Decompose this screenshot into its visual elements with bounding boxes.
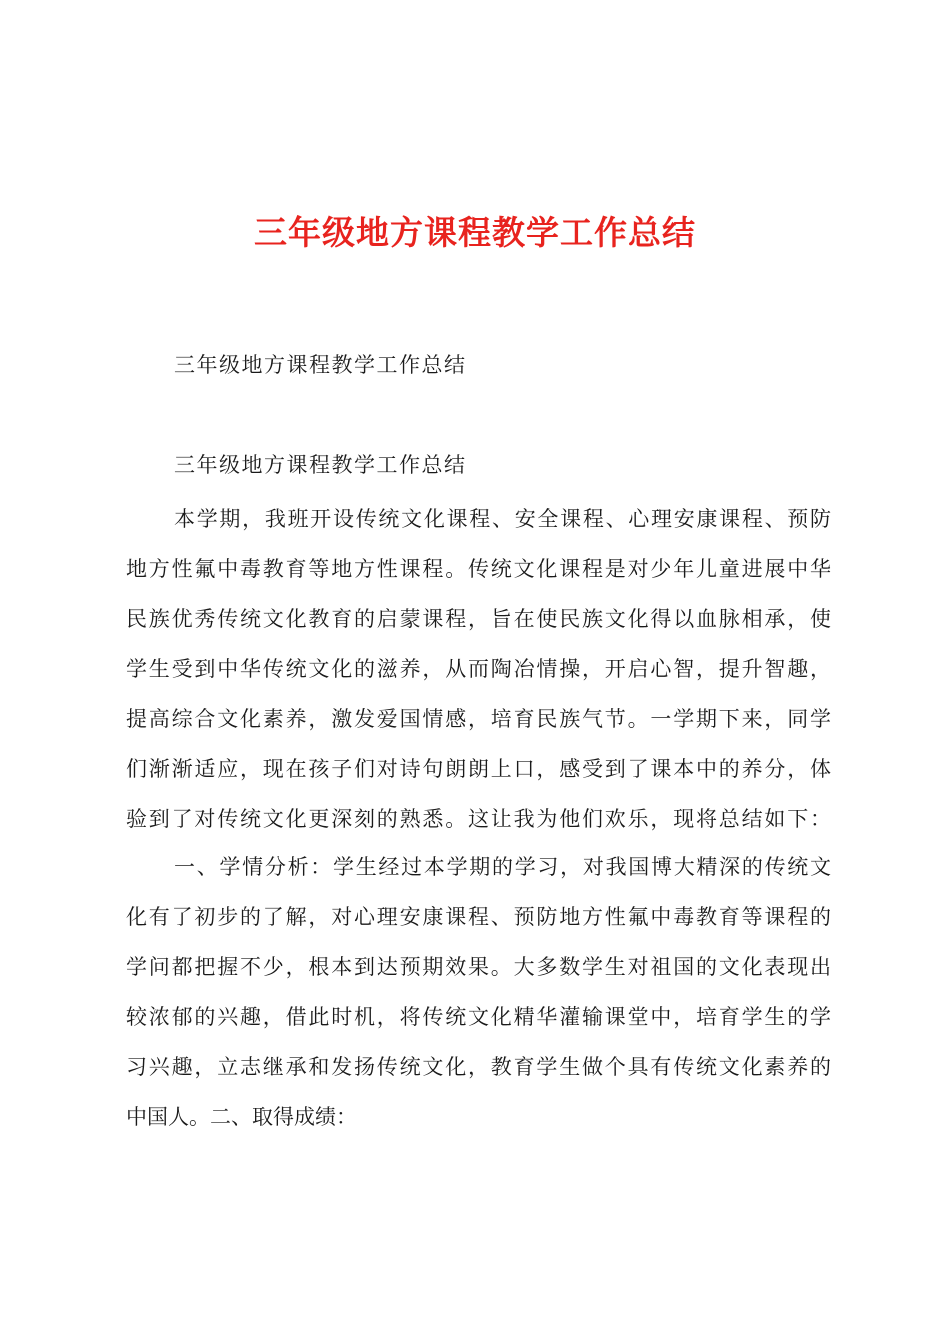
paragraph-analysis (126, 842, 831, 1142)
paragraph-line: 地方性氟中毒教育等地方性课程。传统文化课程是对少年儿童进展中华 (126, 557, 831, 581)
paragraph-line: 一、学情分析：学生经过本学期的学习，对我国博大精深的传统文 (174, 855, 831, 879)
document-title: 三年级地方课程教学工作总结 (254, 213, 696, 252)
subtitle-line: 三年级地方课程教学工作总结 (174, 453, 467, 477)
paragraph-line: 中国人。二、取得成绩： (126, 1105, 357, 1129)
paragraph-line: 们渐渐适应，现在孩子们对诗句朗朗上口，感受到了课本中的养分，体 (126, 757, 831, 781)
paragraph-line: 化有了初步的了解，对心理安康课程、预防地方性氟中毒教育等课程的 (126, 905, 831, 929)
paragraph-line: 提高综合文化素养，激发爱国情感，培育民族气节。一学期下来，同学 (126, 707, 831, 731)
paragraph-line: 学生受到中华传统文化的滋养，从而陶冶情操，开启心智，提升智趣， (126, 657, 831, 681)
paragraph-line: 较浓郁的兴趣，借此时机，将传统文化精华灌输课堂中，培育学生的学 (126, 1005, 831, 1029)
paragraph-line: 民族优秀传统文化教育的启蒙课程，旨在使民族文化得以血脉相承，使 (126, 607, 831, 631)
subtitle-line: 三年级地方课程教学工作总结 (174, 353, 467, 377)
paragraph-line: 学问都把握不少，根本到达预期效果。大多数学生对祖国的文化表现出 (126, 955, 831, 979)
paragraph-line: 本学期，我班开设传统文化课程、安全课程、心理安康课程、预防 (174, 507, 831, 531)
paragraph-intro (126, 494, 831, 844)
paragraph-line: 习兴趣，立志继承和发扬传统文化，教育学生做个具有传统文化素养的 (126, 1055, 831, 1079)
paragraph-line: 验到了对传统文化更深刻的熟悉。这让我为他们欢乐，现将总结如下： (126, 807, 831, 831)
